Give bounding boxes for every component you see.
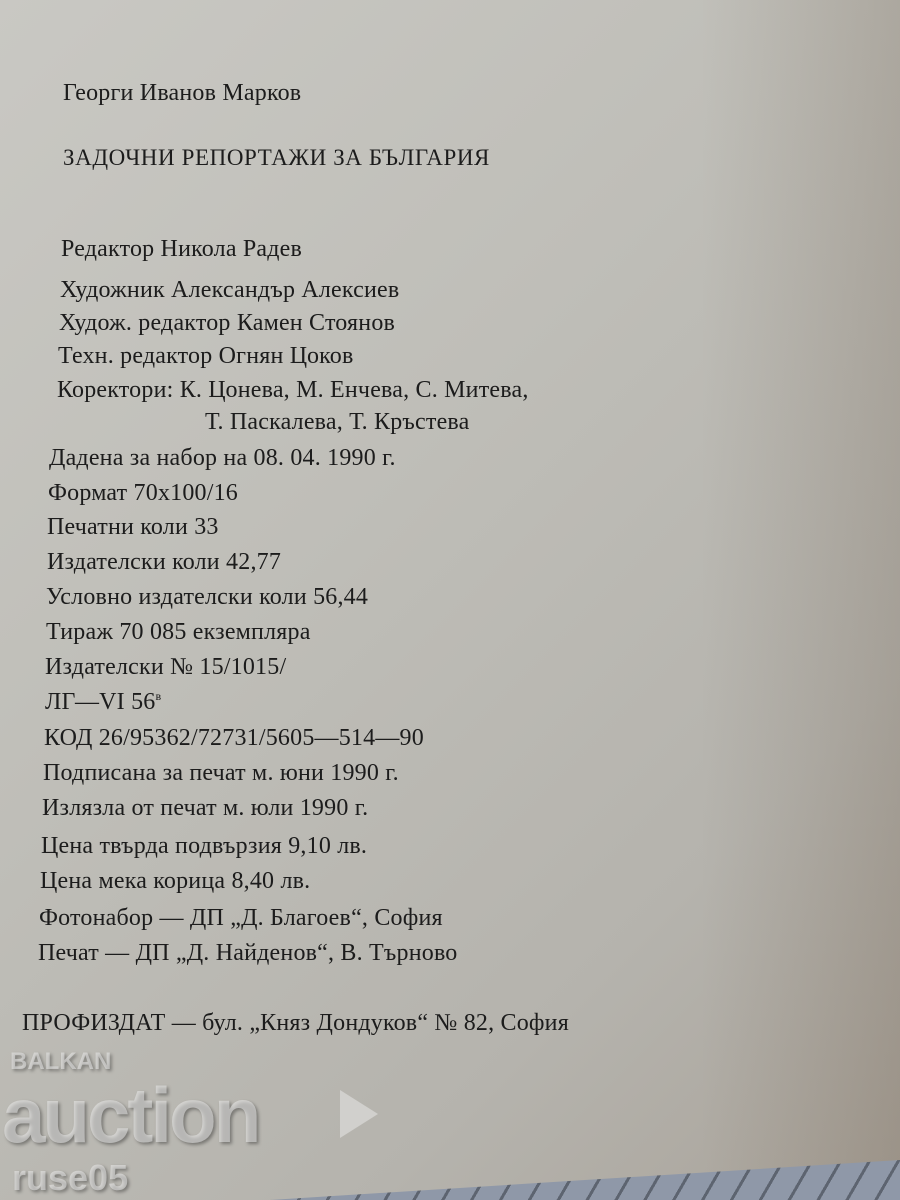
author: Георги Иванов Марков: [63, 80, 302, 106]
lg-code: [45, 689, 161, 716]
detail-line: Цена мека корица 8,40 лв.: [40, 868, 311, 894]
book-title: ЗАДОЧНИ РЕПОРТАЖИ ЗА БЪЛГАРИЯ: [63, 145, 490, 170]
detail-line: Дадена за набор на 08. 04. 1990 г.: [49, 445, 396, 471]
credit-line: Худож. редактор Камен Стоянов: [59, 310, 396, 336]
detail-line: Излязла от печат м. юли 1990 г.: [42, 795, 369, 821]
credit-line: Художник Александър Алексиев: [60, 277, 400, 303]
lg-code-sup: в: [155, 689, 162, 703]
publisher-line: ПРОФИЗДАТ — бул. „Княз Дондуков“ № 82, София: [22, 1010, 569, 1036]
detail-line: Тираж 70 085 екземпляра: [46, 619, 311, 645]
credit-line: Техн. редактор Огнян Цоков: [58, 343, 354, 369]
watermark-brand: auction: [2, 1071, 259, 1159]
detail-line: Формат 70x100/16: [48, 480, 239, 506]
detail-line: Печатни коли 33: [47, 514, 219, 540]
watermark-brand-top: BALKAN: [10, 1048, 112, 1075]
detail-line: Издателски коли 42,77: [47, 549, 282, 575]
detail-line: Печат — ДП „Д. Найденов“, В. Търново: [38, 940, 458, 966]
watermark-user: ruse05: [12, 1157, 129, 1198]
credit-line: Коректори: К. Цонева, М. Енчева, С. Митева,: [57, 377, 529, 403]
detail-line: Издателски № 15/1015/: [45, 654, 287, 680]
lg-code-main: ЛГ—VI 56: [45, 689, 156, 715]
credit-line: Редактор Никола Радев: [61, 236, 303, 262]
watermark-play-icon: [340, 1090, 378, 1138]
detail-line: Условно издателски коли 56,44: [46, 584, 369, 610]
credit-line: Т. Паскалева, Т. Кръстева: [205, 409, 470, 435]
detail-line: Цена твърда подвързия 9,10 лв.: [41, 833, 368, 859]
page-shadow: [700, 0, 900, 1200]
detail-line: Подписана за печат м. юни 1990 г.: [43, 760, 399, 786]
detail-line: Фотонабор — ДП „Д. Благоев“, София: [39, 905, 443, 931]
detail-line: КОД 26/95362/72731/5605—514—90: [44, 725, 424, 751]
